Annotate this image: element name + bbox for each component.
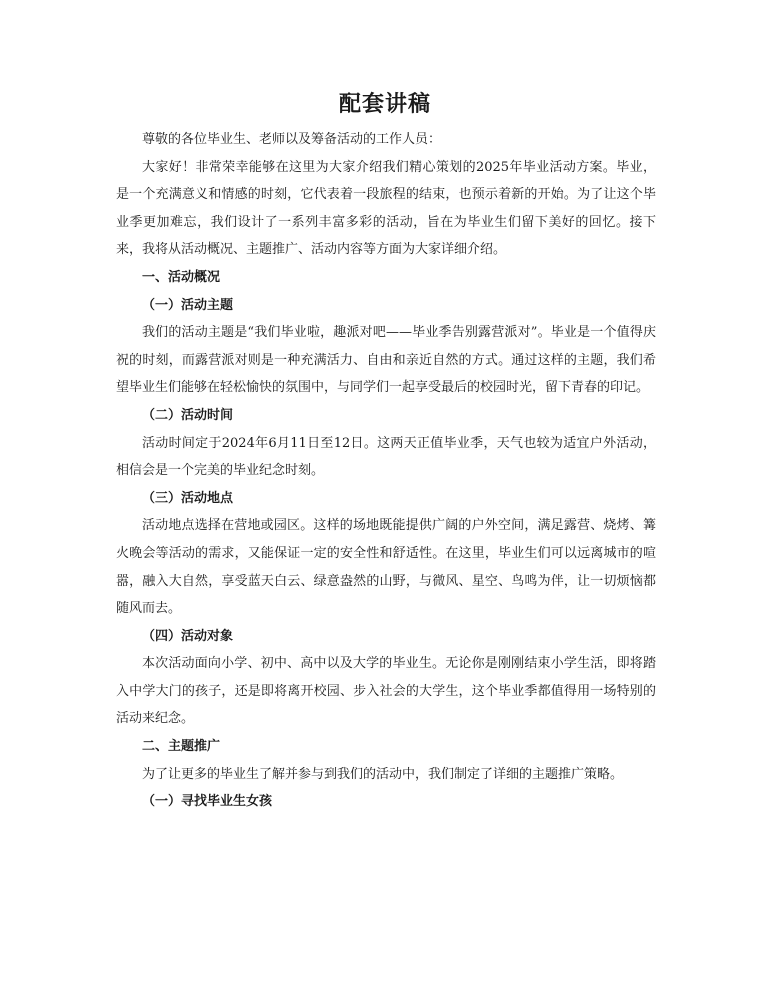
time-paragraph: 活动时间定于2024年6月11日至12日。这两天正值毕业季，天气也较为适宜户外活动，相信会是一个完美的毕业纪念时刻。 bbox=[116, 435, 656, 479]
subsection-heading-audience: （四）活动对象 bbox=[142, 628, 234, 644]
salutation: 尊敬的各位毕业生、老师以及筹备活动的工作人员： bbox=[142, 132, 442, 147]
intro-paragraph: 大家好！非常荣幸能够在这里为大家介绍我们精心策划的2025年毕业活动方案。毕业，是一个充满意义和情感的时刻，它代表着一段旅程的结束，也预示着新的开始。为了让这个毕业季更加难忘，我们设计了一系列丰富多彩的活动，旨在为毕业生们留下美好的回忆。接下来，我将从活动概况、主题推广、活动内容等方面为大家详细介绍。 bbox=[116, 159, 656, 258]
document-body bbox=[116, 126, 656, 816]
audience-paragraph: 本次活动面向小学、初中、高中以及大学的毕业生。无论你是刚刚结束小学生活，即将踏入中学大门的孩子，还是即将离开校园、步入社会的大学生，这个毕业季都值得用一场特别的活动来纪念。 bbox=[116, 656, 656, 727]
theme-paragraph: 我们的活动主题是“我们毕业啦，趣派对吧——毕业季告别露营派对”。毕业是一个值得庆祝的时刻，而露营派对则是一种充满活力、自由和亲近自然的方式。通过这样的主题，我们希望毕业生们能够在轻松愉快的氛围中，与同学们一起享受最后的校园时光，留下青春的印记。 bbox=[116, 325, 656, 396]
promotion-paragraph: 为了让更多的毕业生了解并参与到我们的活动中，我们制定了详细的主题推广策略。 bbox=[142, 766, 624, 782]
section-heading-promotion: 二、主题推广 bbox=[142, 739, 221, 755]
subsection-heading-time: （二）活动时间 bbox=[142, 407, 234, 423]
page-title: 配套讲稿 bbox=[338, 91, 431, 117]
subsection-heading-theme: （一）活动主题 bbox=[142, 297, 234, 313]
place-paragraph: 活动地点选择在营地或园区。这样的场地既能提供广阔的户外空间，满足露营、烧烤、篝火晚会等活动的需求，又能保证一定的安全性和舒适性。在这里，毕业生们可以远离城市的喧嚣，融入大自然，享受蓝天白云、绿意盎然的山野，与微风、星空、鸟鸣为伴，让一切烦恼都随风而去。 bbox=[116, 518, 656, 617]
section-heading-overview: 一、活动概况 bbox=[142, 269, 221, 285]
subsection-heading-place: （三）活动地点 bbox=[142, 490, 234, 506]
subsection-heading-find-girl: （一）寻找毕业生女孩 bbox=[142, 794, 273, 810]
